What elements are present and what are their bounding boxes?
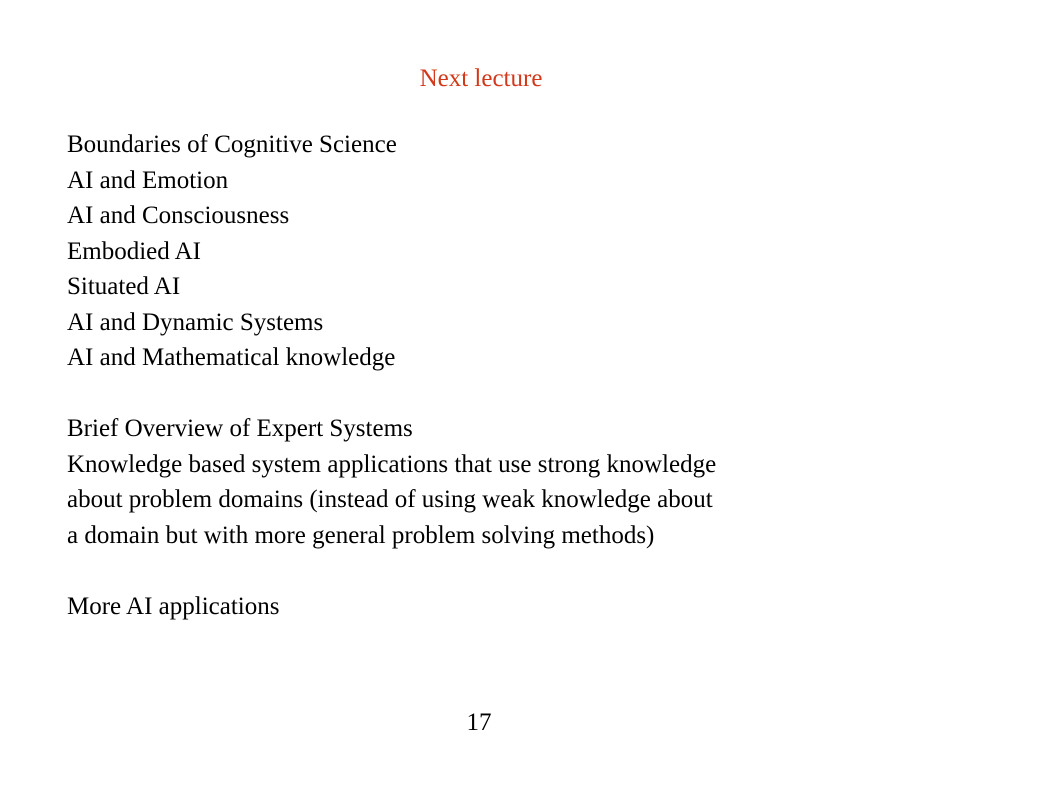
topic-line: AI and Dynamic Systems [67, 308, 324, 336]
applications-line: More AI applications [67, 592, 280, 620]
applications-section [67, 589, 1027, 625]
expert-systems-line: Brief Overview of Expert Systems [67, 415, 413, 442]
expert-systems-section [67, 411, 1027, 553]
topic-line: Embodied AI [67, 237, 202, 265]
topic-line: Boundaries of Cognitive Science [67, 131, 397, 158]
topic-line: AI and Emotion [67, 166, 229, 194]
topics-section [67, 127, 1027, 376]
expert-systems-line: Knowledge based system applications that use strong knowledge [67, 450, 717, 478]
topic-line: AI and Consciousness [67, 202, 290, 229]
topic-line: AI and Mathematical knowledge [67, 344, 396, 371]
page-number: 17 [466, 709, 492, 736]
expert-systems-line: a domain but with more general problem solving methods) [67, 521, 655, 549]
expert-systems-line: about problem domains (instead of using weak knowledge about [67, 486, 713, 513]
slide-body [67, 127, 1027, 624]
slide-title: Next lecture [419, 65, 543, 92]
topic-line: Situated AI [67, 273, 181, 300]
